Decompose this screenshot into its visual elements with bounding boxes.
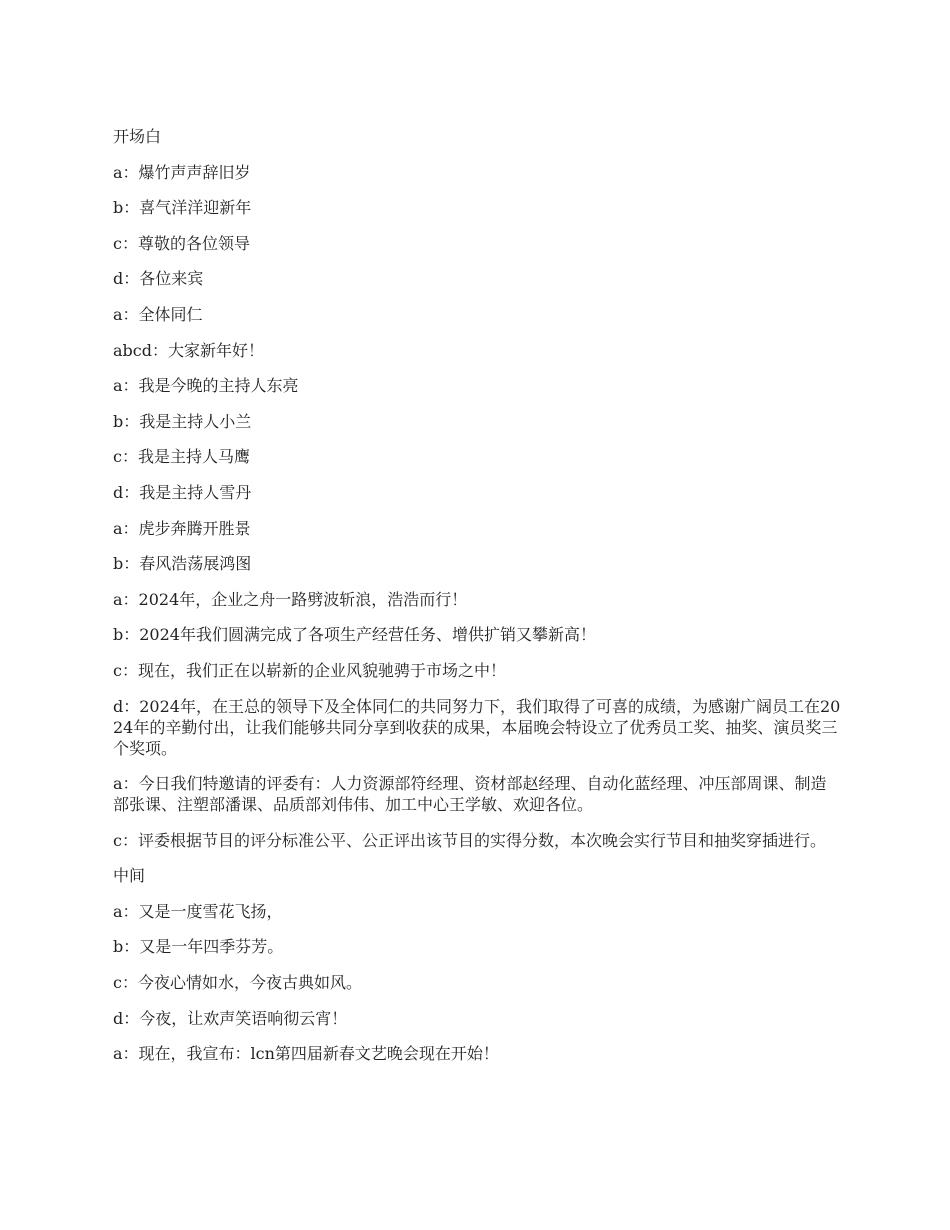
script-line: a：今日我们特邀请的评委有：人力资源部符经理、资材部赵经理、自动化蓝经理、冲压部周课、制造部张课、注塑部潘课、品质部刘伟伟、加工中心王学敏、欢迎各位。 xyxy=(113,774,827,815)
document-page xyxy=(113,126,841,1079)
script-line: a：2024年，企业之舟一路劈波斩浪，浩浩而行！ xyxy=(113,589,468,609)
script-line: a：我是今晚的主持人东亮 xyxy=(113,376,299,396)
script-line: b：我是主持人小兰 xyxy=(113,411,252,431)
script-line: b：2024年我们圆满完成了各项生产经营任务、增供扩销又攀新高！ xyxy=(113,625,596,645)
script-line: a：又是一度雪花飞扬， xyxy=(113,901,283,921)
script-line: abcd：大家新年好！ xyxy=(113,340,264,360)
script-line: d：今夜，让欢声笑语响彻云宵！ xyxy=(113,1008,348,1028)
section-heading-opening: 开场白 xyxy=(113,127,162,146)
script-line: d：2024年，在王总的领导下及全体同仁的共同努力下，我们取得了可喜的成绩，为感谢广阔员工在2024年的辛勤付出，让我们能够共同分享到收获的成果，本届晚会特设立了优秀员工奖、抽奖、演员奖三个奖项。 xyxy=(113,696,841,758)
script-line: b：又是一年四季芬芳。 xyxy=(113,937,284,957)
script-line: c：现在，我们正在以崭新的企业风貌驰骋于市场之中！ xyxy=(113,660,506,680)
script-line: a：爆竹声声辞旧岁 xyxy=(113,162,251,182)
script-line: d：各位来宾 xyxy=(113,269,204,289)
script-line: c：评委根据节目的评分标准公平、公正评出该节目的实得分数，本次晚会实行节目和抽奖穿插进行。 xyxy=(113,830,826,850)
script-line: c：我是主持人马鹰 xyxy=(113,447,250,467)
script-line: b：春风浩荡展鸿图 xyxy=(113,554,252,574)
script-line: a：虎步奔腾开胜景 xyxy=(113,518,251,538)
script-line: c：尊敬的各位领导 xyxy=(113,233,250,253)
section-heading-middle: 中间 xyxy=(113,866,146,886)
script-line: a：现在，我宣布：lcn第四届新春文艺晚会现在开始！ xyxy=(113,1044,499,1064)
script-line: b：喜气洋洋迎新年 xyxy=(113,198,252,218)
script-line: d：我是主持人雪丹 xyxy=(113,482,252,502)
script-line: c：今夜心情如水，今夜古典如风。 xyxy=(113,973,362,993)
script-line: a：全体同仁 xyxy=(113,304,203,324)
